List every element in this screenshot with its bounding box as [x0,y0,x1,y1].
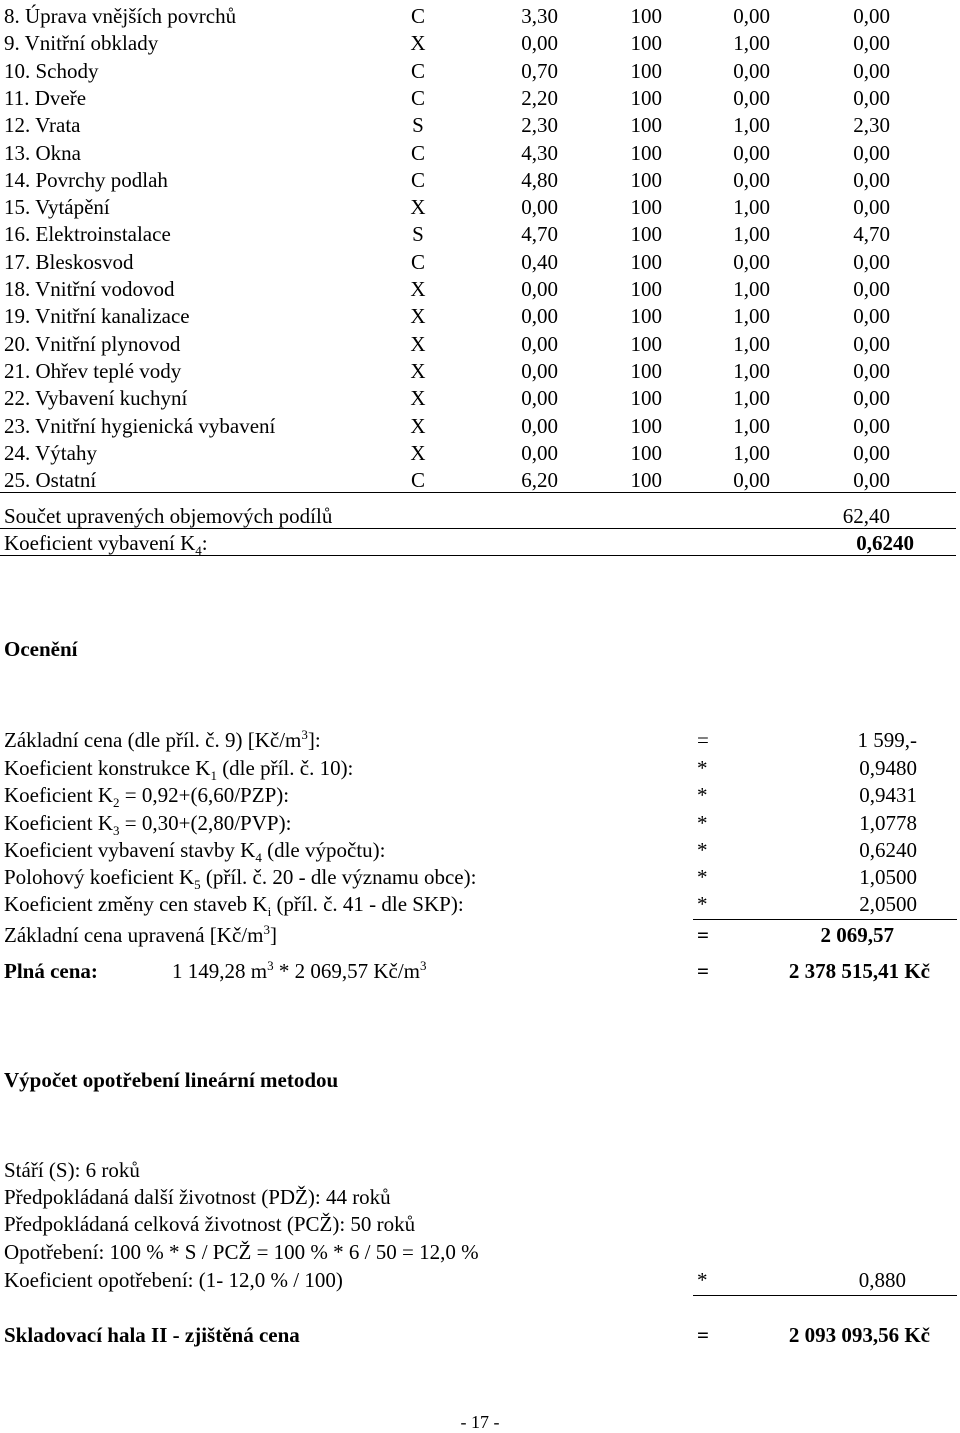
row-percent: 100 [630,195,662,219]
row-percent: 100 [630,277,662,301]
row-type: S [412,222,424,246]
row-coefficient: 0,00 [733,250,770,274]
row-type: X [410,277,426,301]
row-coefficient: 0,00 [733,168,770,192]
valuation-value: 2,0500 [859,892,917,916]
row-percent: 100 [630,250,662,274]
row-percent: 100 [630,168,662,192]
row-share: 6,20 [521,468,558,492]
valuation-value: 1,0500 [859,865,917,889]
valuation-label: Základní cena upravená $[Kč/m^3]$ [4,922,277,947]
wear-coefficient-value: 0,880 [858,1268,906,1292]
valuation-value: 2 069,57 [820,923,894,947]
valuation-value: 0,6240 [859,838,917,862]
row-percent: 100 [630,359,662,383]
row-type: C [410,141,425,165]
valuation-operator: = [697,728,709,752]
valuation-operator: * [697,783,708,807]
row-type: C [410,59,425,83]
row-adjusted-share: 0,00 [853,86,890,110]
row-type: X [410,386,426,410]
row-coefficient: 0,00 [733,141,770,165]
row-name: 23. Vnitřní hygienická vybavení [4,414,276,438]
row-coefficient: 1,00 [733,195,770,219]
row-coefficient: 0,00 [733,59,770,83]
row-adjusted-share: 0,00 [853,168,890,192]
depreciation-heading: Výpočet opotřebení lineární metodou [4,1068,339,1092]
row-coefficient: 1,00 [733,277,770,301]
row-name: 13. Okna [4,141,81,165]
row-adjusted-share: 0,00 [853,59,890,83]
valuation-value: 0,9431 [859,783,917,807]
row-name: 21. Ohřev teplé vody [4,359,182,383]
valuation-label: Koeficient $K_2 = 0,92+(6,60/PZP)$: [4,783,290,811]
row-name: 17. Bleskosvod [4,250,134,274]
valuation-label: Koeficient $K_3 = 0,30+(2,80/PVP)$: [4,811,292,839]
sum-label: Součet upravených objemových podílů [4,504,333,528]
row-share: 4,30 [521,141,558,165]
row-coefficient: 1,00 [733,386,770,410]
row-name: 16. Elektroinstalace [4,222,171,246]
row-percent: 100 [630,141,662,165]
full-price-operator: = [697,959,709,983]
row-percent: 100 [630,304,662,328]
result-label: Skladovací hala II - zjištěná cena [4,1323,300,1347]
row-name: 20. Vnitřní plynovod [4,332,181,356]
row-adjusted-share: 0,00 [853,141,890,165]
row-adjusted-share: 0,00 [853,386,890,410]
row-coefficient: 1,00 [733,414,770,438]
row-adjusted-share: 0,00 [853,195,890,219]
row-share: 0,40 [521,250,558,274]
valuation-operator: * [697,838,708,862]
row-percent: 100 [630,468,662,492]
row-adjusted-share: 0,00 [853,304,890,328]
valuation-label: Koeficient změny cen staveb $K_i$ (příl. č. 41 - dle SKP): [4,892,464,920]
row-coefficient: 1,00 [733,113,770,137]
divider [0,528,956,529]
valuation-label: Koeficient konstrukce $K_1$ (dle příl. č. 10): [4,756,354,784]
row-type: X [410,304,426,328]
row-type: X [410,414,426,438]
row-coefficient: 1,00 [733,222,770,246]
result-value: 2 093 093,56 Kč [788,1323,930,1347]
row-percent: 100 [630,222,662,246]
row-coefficient: 0,00 [733,4,770,28]
row-name: 24. Výtahy [4,441,97,465]
valuation-operator: * [697,756,708,780]
result-operator: = [697,1323,709,1347]
k4-label: Koeficient vybavení $K_4$: [4,531,208,559]
row-type: C [410,468,425,492]
row-type: X [410,31,426,55]
page-number: - 17 - [460,1412,500,1432]
valuation-value: 0,9480 [859,756,917,780]
row-name: 11. Dveře [4,86,87,110]
row-type: X [410,441,426,465]
valuation-operator: * [697,892,708,916]
row-share: 0,00 [521,304,558,328]
full-price-expression: 1 149,28 $m^3 * 2$ 069,57 $Kč/m^3$ [172,958,427,983]
row-share: 3,30 [521,4,558,28]
row-share: 0,00 [521,195,558,219]
row-share: 0,00 [521,441,558,465]
row-adjusted-share: 0,00 [853,31,890,55]
row-percent: 100 [630,441,662,465]
row-type: X [410,332,426,356]
row-share: 2,30 [521,113,558,137]
row-type: C [410,86,425,110]
row-share: 0,00 [521,277,558,301]
k4-value: 0,6240 [856,531,914,555]
valuation-operator: * [697,865,708,889]
row-adjusted-share: 0,00 [853,468,890,492]
divider [0,492,956,493]
row-name: 25. Ostatní [4,468,97,492]
row-coefficient: 0,00 [733,468,770,492]
row-percent: 100 [630,113,662,137]
row-name: 10. Schody [4,59,99,83]
row-name: 15. Vytápění [4,195,110,219]
row-coefficient: 1,00 [733,332,770,356]
row-name: 18. Vnitřní vodovod [4,277,175,301]
wear-coefficient-operator: * [697,1268,708,1292]
row-percent: 100 [630,386,662,410]
row-share: 2,20 [521,86,558,110]
row-coefficient: 0,00 [733,86,770,110]
valuation-operator: * [697,811,708,835]
row-adjusted-share: 0,00 [853,4,890,28]
valuation-value: 1 599,- [857,728,917,752]
row-adjusted-share: 0,00 [853,359,890,383]
divider [693,1295,957,1296]
valuation-operator: = [697,923,709,947]
row-type: X [410,195,426,219]
row-percent: 100 [630,86,662,110]
full-price-label: Plná cena: [4,959,98,983]
valuation-label: Koeficient vybavení stavby $K_4$ (dle výpočtu): [4,838,386,866]
row-adjusted-share: 0,00 [853,414,890,438]
row-name: 8. Úprava vnějších povrchů [4,4,237,28]
row-adjusted-share: 0,00 [853,332,890,356]
valuation-value: 1,0778 [859,811,917,835]
row-percent: 100 [630,59,662,83]
row-coefficient: 1,00 [733,304,770,328]
row-type: C [410,4,425,28]
row-coefficient: 1,00 [733,359,770,383]
sum-value: 62,40 [842,504,890,528]
row-coefficient: 1,00 [733,441,770,465]
row-adjusted-share: 4,70 [853,222,890,246]
row-share: 0,00 [521,414,558,438]
wear-coefficient-label: Koeficient opotřebení: (1- 12,0 % / 100) [4,1268,343,1292]
row-type: X [410,359,426,383]
row-percent: 100 [630,4,662,28]
full-price-value: 2 378 515,41 Kč [788,959,930,983]
valuation-label: Polohový koeficient $K_5$ (příl. č. 20 - dle významu obce): [4,865,477,893]
row-share: 4,80 [521,168,558,192]
row-adjusted-share: 2,30 [853,113,890,137]
row-adjusted-share: 0,00 [853,250,890,274]
row-name: 14. Povrchy podlah [4,168,168,192]
row-name: 12. Vrata [4,113,81,137]
row-share: 0,00 [521,332,558,356]
row-share: 4,70 [521,222,558,246]
row-share: 0,00 [521,31,558,55]
row-name: 19. Vnitřní kanalizace [4,304,190,328]
row-type: S [412,113,424,137]
row-adjusted-share: 0,00 [853,277,890,301]
row-share: 0,00 [521,386,558,410]
row-coefficient: 1,00 [733,31,770,55]
row-name: 22. Vybavení kuchyní [4,386,188,410]
divider [0,555,956,556]
valuation-heading: Ocenění [4,637,78,661]
valuation-label: Základní cena (dle příl. č. 9) $[Kč/m^3]$: [4,727,321,752]
row-type: C [410,168,425,192]
row-adjusted-share: 0,00 [853,441,890,465]
divider [693,919,957,920]
row-share: 0,00 [521,359,558,383]
row-percent: 100 [630,414,662,438]
row-type: C [410,250,425,274]
row-share: 0,70 [521,59,558,83]
row-percent: 100 [630,31,662,55]
row-name: 9. Vnitřní obklady [4,31,159,55]
row-percent: 100 [630,332,662,356]
